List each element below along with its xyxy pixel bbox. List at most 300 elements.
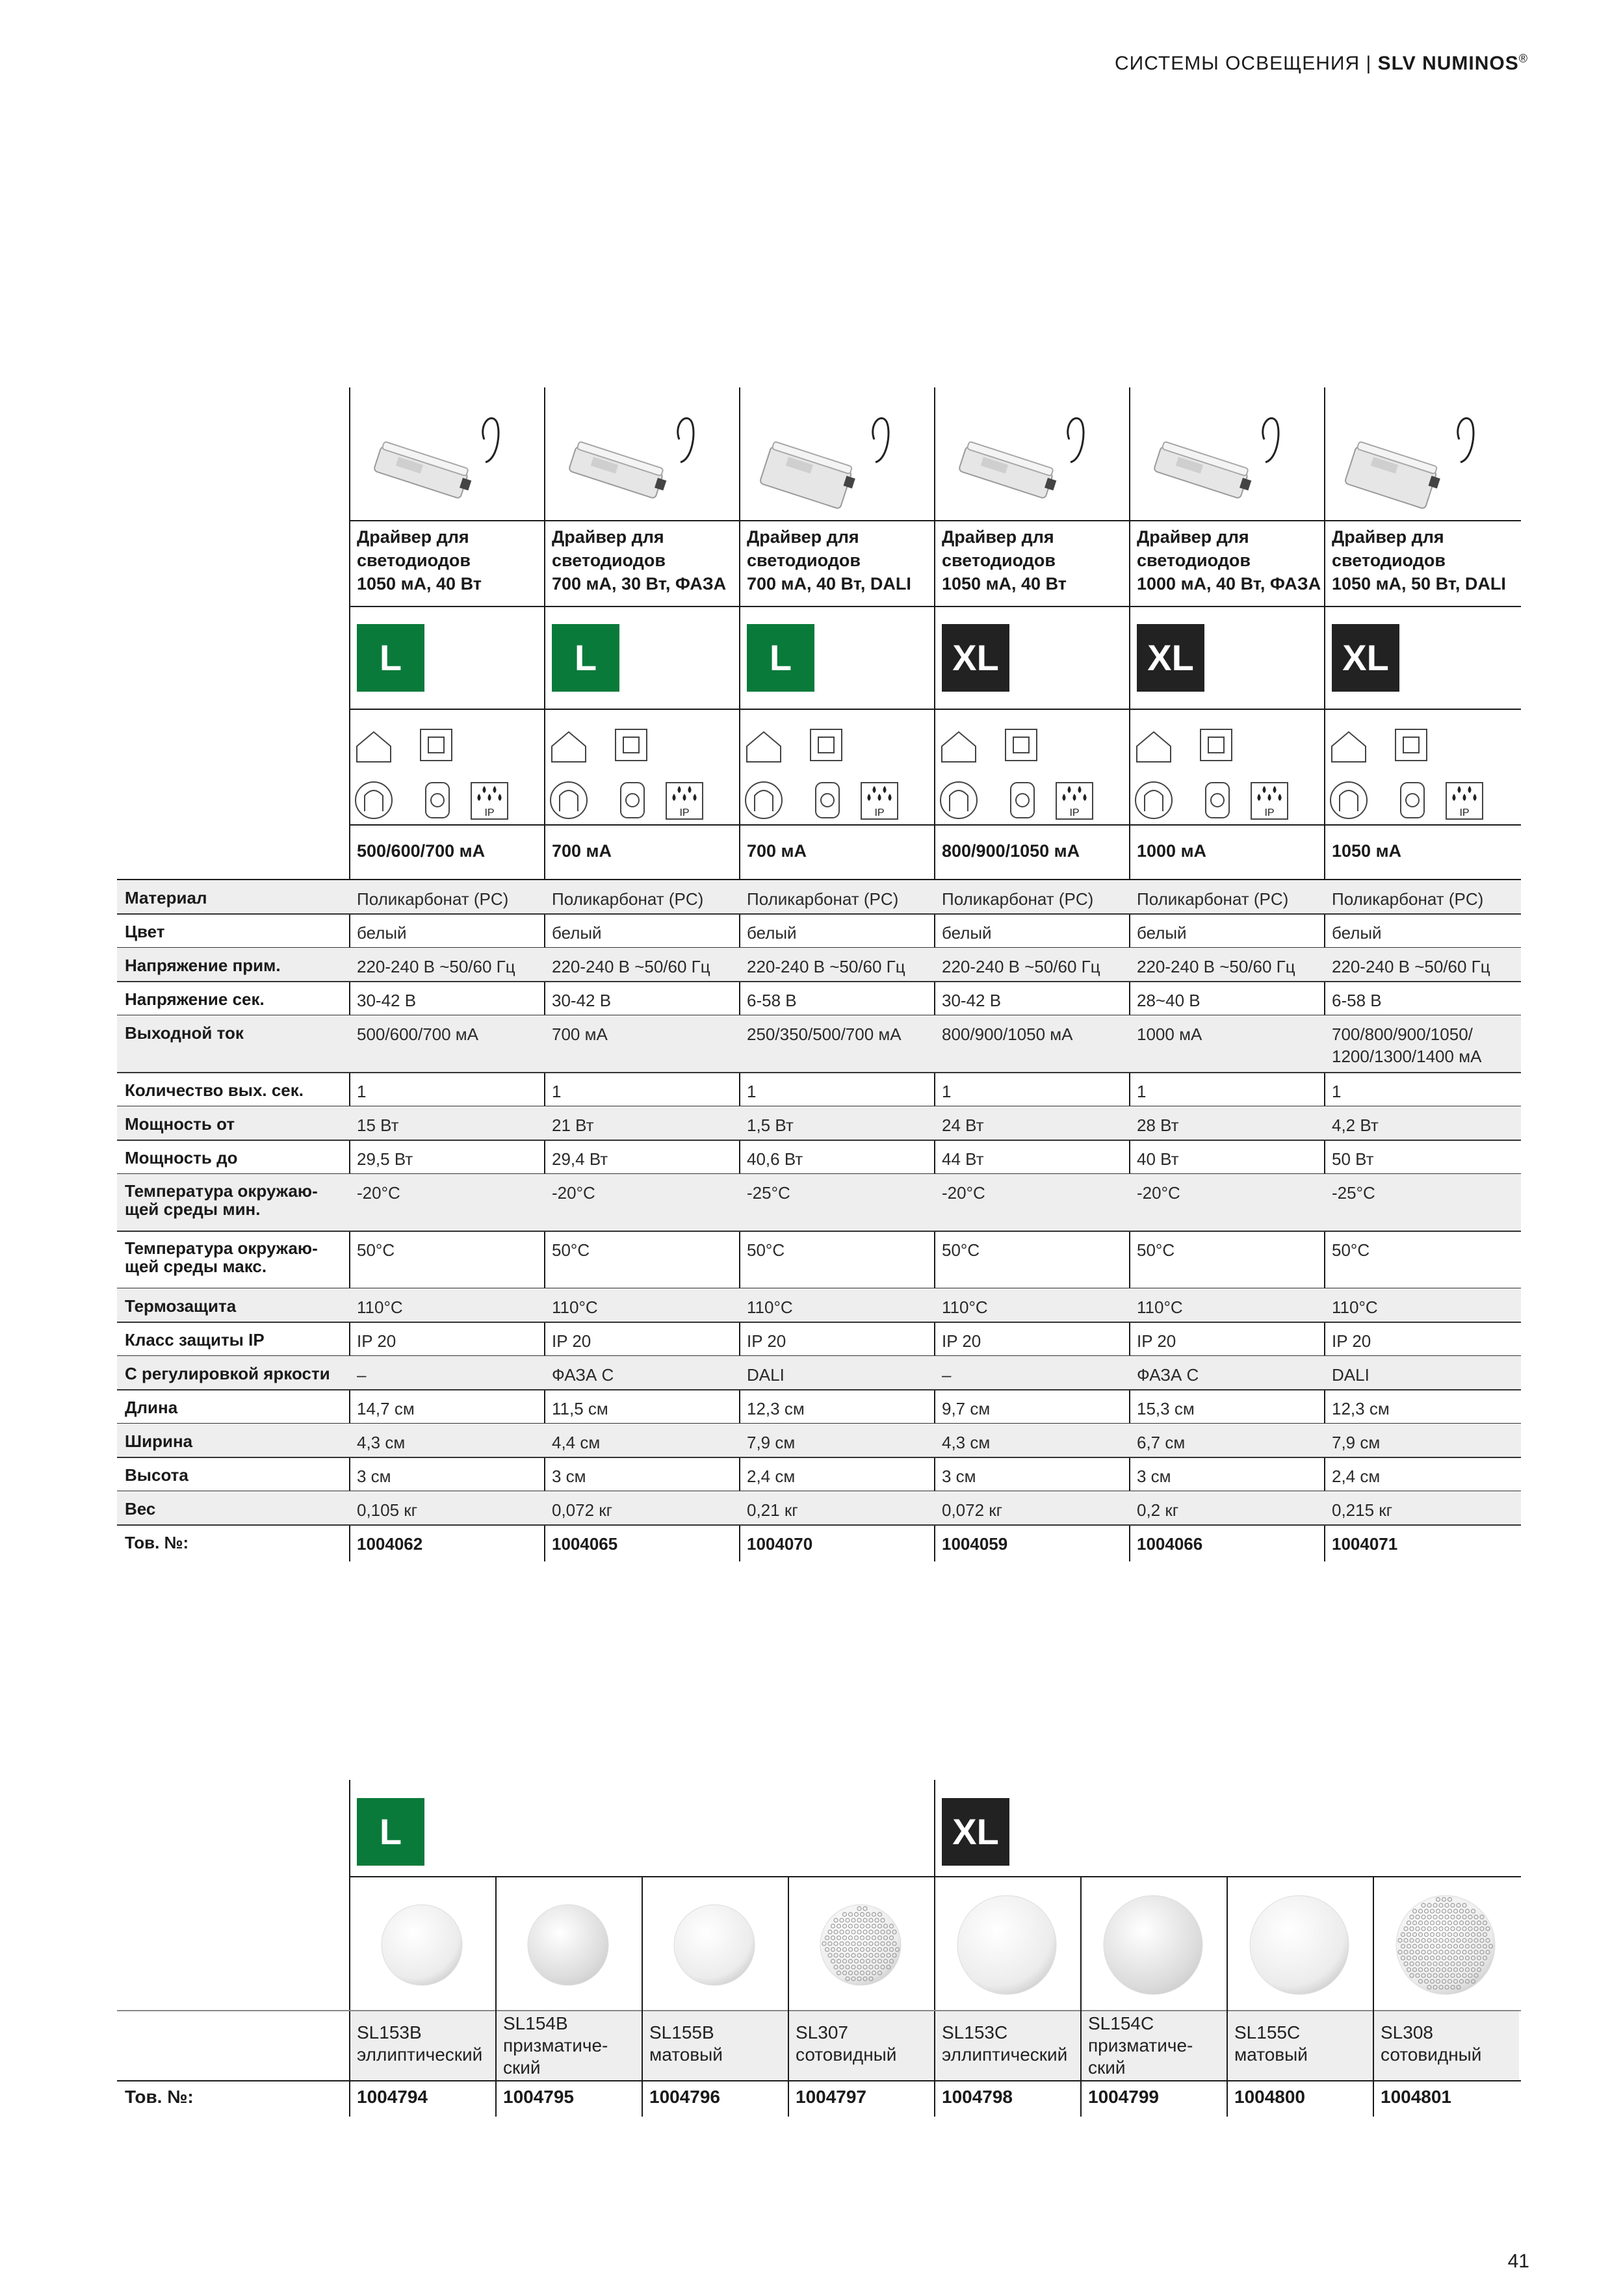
spec-value: 4,3 см — [942, 1433, 991, 1452]
insulation-icon — [426, 783, 449, 818]
spec-value: 9,7 см — [942, 1399, 991, 1418]
product-name-line: светодиодов — [747, 551, 861, 570]
lens-image — [1088, 1883, 1218, 2006]
size-badge: XL — [1137, 624, 1204, 692]
accessory-name — [1381, 2022, 1481, 2066]
item-divider — [495, 1876, 497, 2117]
spec-label — [125, 1023, 339, 1043]
product-current: 700 мА — [552, 841, 612, 861]
accessory-name-line: SL153B — [357, 2022, 422, 2042]
indoor-icon — [357, 732, 391, 762]
spec-label — [125, 1431, 339, 1451]
spec-value: 29,4 Вт — [552, 1149, 608, 1169]
driver-image — [947, 400, 1116, 511]
spec-value: белый — [747, 923, 797, 943]
header-divider — [349, 709, 1521, 710]
spec-row — [117, 1424, 1521, 1457]
spec-value: 30-42 В — [942, 991, 1002, 1010]
spec-value: 220-240 В ~50/60 Гц — [552, 957, 710, 976]
lens-disc — [957, 1896, 1056, 1994]
lens-disc — [1250, 1896, 1349, 1994]
accessory-name-line: SL155C — [1234, 2022, 1301, 2042]
product-name — [1332, 525, 1506, 595]
accessory-name-line: SL307 — [796, 2022, 848, 2042]
spec-label-line: щей среды мин. — [125, 1199, 261, 1219]
spec-label-line: Выходной ток — [125, 1023, 244, 1043]
product-name-line: светодиодов — [1137, 551, 1251, 570]
recessed-icon — [941, 782, 977, 818]
spec-label-line: Вес — [125, 1499, 156, 1519]
lens-image — [1234, 1883, 1364, 2006]
spec-label — [125, 956, 339, 975]
spec-value: 50°C — [747, 1240, 785, 1260]
driver-cable — [1263, 418, 1279, 462]
accessory-name-divider — [117, 2080, 1521, 2081]
spec-value: 4,3 см — [357, 1433, 406, 1452]
insulation-icon — [1206, 783, 1229, 818]
spec-label-line: щей среды макс. — [125, 1257, 267, 1276]
spec-label — [125, 1239, 339, 1275]
spec-value: IP 20 — [1137, 1331, 1176, 1351]
lens-image — [649, 1883, 779, 2006]
size-badge: XL — [942, 624, 1009, 692]
spec-value: 1 — [942, 1082, 952, 1101]
spec-value: 11,5 см — [552, 1399, 608, 1418]
spec-label — [125, 1148, 339, 1168]
product-name-line: 1050 мА, 50 Вт, DALI — [1332, 574, 1506, 594]
spec-value: 0,2 кг — [1137, 1500, 1179, 1520]
product-name — [552, 525, 726, 595]
indoor-icon — [1137, 732, 1171, 762]
product-name — [747, 525, 911, 595]
driver-image — [752, 400, 921, 511]
spec-row — [117, 948, 1521, 982]
accessory-name — [942, 2022, 1067, 2066]
driver-image — [362, 400, 531, 511]
spec-value: 1 — [357, 1082, 367, 1101]
lens-image — [503, 1883, 633, 2006]
lens-disc — [674, 1905, 755, 1985]
application-icons — [354, 720, 510, 824]
spec-value: 110°C — [1137, 1298, 1183, 1317]
accessory-name-line: SL154B — [503, 2013, 568, 2033]
accessory-item-number: 1004795 — [503, 2087, 575, 2107]
recessed-icon — [551, 782, 587, 818]
spec-value: белый — [1137, 923, 1187, 943]
product-name-line: Драйвер для — [1137, 527, 1249, 547]
product-name-line: 1050 мА, 40 Вт — [942, 574, 1067, 594]
spec-value: 220-240 В ~50/60 Гц — [942, 957, 1100, 976]
accessory-name-line: SL154C — [1088, 2013, 1154, 2033]
accessory-name — [1234, 2022, 1308, 2066]
accessory-item-number: 1004794 — [357, 2087, 428, 2107]
spec-value: 28 Вт — [1137, 1115, 1179, 1135]
spec-row — [117, 1231, 1521, 1288]
recessed-icon — [1136, 782, 1172, 818]
accessory-item-number: 1004796 — [649, 2087, 721, 2107]
accessory-name-line: эллиптический — [942, 2044, 1068, 2065]
spec-row — [117, 1140, 1521, 1174]
spec-label-line: Тов. №: — [125, 1533, 189, 1552]
spec-value: 1000 мА — [1137, 1024, 1202, 1044]
spec-value: 1 — [552, 1082, 562, 1101]
spec-value: IP 20 — [552, 1331, 591, 1351]
lens-disc — [1104, 1896, 1202, 1994]
application-icons — [1134, 720, 1290, 824]
accessory-name-line: SL153C — [942, 2022, 1008, 2042]
spec-row — [117, 1073, 1521, 1106]
spec-value: 15,3 см — [1137, 1399, 1195, 1418]
spec-value: 7,9 см — [747, 1433, 796, 1452]
accessory-name — [796, 2022, 896, 2066]
spec-value: 1 — [1137, 1082, 1147, 1101]
spec-value: 0,215 кг — [1332, 1500, 1393, 1520]
spec-label-line: Цвет — [125, 922, 165, 941]
accessory-name-line: матовый — [1234, 2044, 1308, 2065]
spec-value: белый — [942, 923, 992, 943]
spec-value: белый — [357, 923, 407, 943]
spec-label — [125, 1398, 339, 1417]
accessory-item-number: 1004801 — [1381, 2087, 1452, 2107]
product-current: 800/900/1050 мА — [942, 841, 1080, 861]
accessory-name-line: призматиче- — [503, 2035, 608, 2055]
spec-value: 1 — [1332, 1082, 1342, 1101]
application-icons — [744, 720, 900, 824]
spec-value: 30-42 В — [552, 991, 612, 1010]
product-name-line: 700 мА, 30 Вт, ФАЗА — [552, 574, 727, 594]
spec-value: Поликарбонат (PC) — [942, 889, 1094, 909]
accessory-name-line: SL155B — [649, 2022, 714, 2042]
spec-value: – — [357, 1365, 367, 1385]
driver-cable — [1458, 418, 1474, 462]
header-divider — [349, 606, 1521, 607]
accessory-name-line: SL308 — [1381, 2022, 1433, 2042]
spec-value: DALI — [1332, 1365, 1370, 1385]
ceiling-mount-icon — [811, 729, 842, 761]
header-brand: SLV NUMINOS — [1377, 53, 1519, 74]
spec-row — [117, 1491, 1521, 1525]
item-divider — [788, 1876, 789, 2117]
recessed-icon — [356, 782, 392, 818]
lens-image — [1381, 1883, 1511, 2006]
driver-image — [1142, 400, 1311, 511]
accessory-name-line: призматиче- — [1088, 2035, 1193, 2055]
spec-row — [117, 880, 1521, 914]
application-icons — [1329, 720, 1485, 824]
spec-row — [117, 1106, 1521, 1140]
spec-value: 6-58 В — [1332, 991, 1382, 1010]
accessory-item-number: 1004800 — [1234, 2087, 1306, 2107]
ceiling-mount-icon — [1201, 729, 1232, 761]
spec-value: ФАЗА C — [552, 1365, 614, 1385]
insulation-icon — [621, 783, 644, 818]
spec-label-line: Мощность до — [125, 1148, 238, 1168]
accessory-name-line: ский — [1088, 2057, 1126, 2078]
spec-value: 50 Вт — [1332, 1149, 1374, 1169]
spec-value: Поликарбонат (PC) — [1137, 889, 1289, 909]
spec-label — [125, 1296, 339, 1316]
spec-row — [117, 1288, 1521, 1322]
size-badge: L — [357, 624, 424, 692]
spec-value: 1004070 — [747, 1534, 813, 1554]
spec-label — [125, 922, 339, 941]
spec-label — [125, 1080, 339, 1100]
spec-row — [117, 982, 1521, 1015]
lens-disc — [528, 1905, 608, 1985]
product-name-line: Драйвер для — [1332, 527, 1444, 547]
spec-label-line: Ширина — [125, 1431, 193, 1451]
product-current: 1050 мА — [1332, 841, 1402, 861]
spec-value: 110°C — [942, 1298, 988, 1317]
spec-row — [117, 1322, 1521, 1356]
spec-value: Поликарбонат (PC) — [747, 889, 899, 909]
spec-label-line: Высота — [125, 1465, 188, 1485]
driver-image — [1337, 400, 1506, 511]
spec-row — [117, 1015, 1521, 1073]
spec-value: 2,4 см — [1332, 1467, 1381, 1486]
spec-value: 50°C — [357, 1240, 395, 1260]
spec-value: 12,3 см — [747, 1399, 805, 1418]
spec-value: 6-58 В — [747, 991, 797, 1010]
spec-value: 40,6 Вт — [747, 1149, 803, 1169]
spec-value: 220-240 В ~50/60 Гц — [1137, 957, 1295, 976]
spec-value: 2,4 см — [747, 1467, 796, 1486]
spec-value: 4,2 Вт — [1332, 1115, 1379, 1135]
spec-value: 30-42 В — [357, 991, 417, 1010]
spec-value: 7,9 см — [1332, 1433, 1381, 1452]
spec-value: 50°C — [1332, 1240, 1370, 1260]
spec-value: 700/800/900/1050/ 1200/1300/1400 мА — [1332, 1024, 1482, 1066]
spec-value: 28~40 В — [1137, 991, 1201, 1010]
insulation-icon — [1011, 783, 1034, 818]
spec-label — [125, 1182, 339, 1218]
indoor-icon — [1332, 732, 1366, 762]
indoor-icon — [552, 732, 586, 762]
spec-value: 12,3 см — [1332, 1399, 1390, 1418]
spec-value: -20°C — [1137, 1183, 1180, 1203]
driver-image — [557, 400, 726, 511]
spec-value: 50°C — [942, 1240, 980, 1260]
spec-label-line: Материал — [125, 888, 207, 907]
spec-label-line: Количество вых. сек. — [125, 1080, 304, 1100]
spec-value: 800/900/1050 мА — [942, 1024, 1073, 1044]
accessory-name-line: сотовидный — [796, 2044, 897, 2065]
spec-value: ФАЗА C — [1137, 1365, 1199, 1385]
spec-value: 3 см — [1137, 1467, 1171, 1486]
spec-value: -25°C — [747, 1183, 790, 1203]
spec-value: -20°C — [942, 1183, 985, 1203]
page-number: 41 — [1507, 2250, 1529, 2272]
spec-row — [117, 1525, 1521, 1559]
spec-value: 110°C — [747, 1298, 793, 1317]
spec-value: IP 20 — [747, 1331, 786, 1351]
spec-row — [117, 1356, 1521, 1390]
spec-label-line: Мощность от — [125, 1114, 235, 1134]
accessory-name-line: сотовидный — [1381, 2044, 1482, 2065]
accessory-size-badge: L — [357, 1798, 424, 1866]
spec-value: 1004059 — [942, 1534, 1008, 1554]
item-divider — [1227, 1876, 1228, 2117]
spec-label-line: Класс защиты IP — [125, 1330, 265, 1350]
size-badge: L — [552, 624, 619, 692]
spec-label — [125, 1364, 339, 1383]
recessed-icon — [1331, 782, 1367, 818]
spec-label-line: Термозащита — [125, 1296, 237, 1316]
ip-icon-label: IP — [1459, 807, 1470, 818]
item-divider — [1373, 1876, 1374, 2117]
spec-value: 110°C — [552, 1298, 598, 1317]
spec-label — [125, 1499, 339, 1519]
spec-value: 0,105 кг — [357, 1500, 418, 1520]
driver-cable — [1068, 418, 1084, 462]
page-header — [1115, 52, 1528, 75]
product-current: 500/600/700 мА — [357, 841, 486, 861]
spec-row — [117, 1390, 1521, 1424]
spec-value: -20°C — [552, 1183, 595, 1203]
product-name-line: 1000 мА, 40 Вт, ФАЗА — [1137, 574, 1321, 594]
accessory-item-number: 1004797 — [796, 2087, 867, 2107]
spec-value: 0,21 кг — [747, 1500, 798, 1520]
spec-value: 24 Вт — [942, 1115, 984, 1135]
spec-value: 1004062 — [357, 1534, 423, 1554]
ceiling-mount-icon — [1006, 729, 1037, 761]
accessory-name — [1088, 2013, 1193, 2079]
spec-value: 21 Вт — [552, 1115, 594, 1135]
ip-icon-label: IP — [484, 807, 495, 818]
lens-disc — [382, 1905, 462, 1985]
ip-icon-label: IP — [679, 807, 690, 818]
product-name-line: светодиодов — [1332, 551, 1446, 570]
accessory-name-line: эллиптический — [357, 2044, 483, 2065]
insulation-icon — [816, 783, 839, 818]
spec-row — [117, 1457, 1521, 1491]
spec-value: 3 см — [942, 1467, 976, 1486]
ip-icon-label: IP — [1264, 807, 1275, 818]
product-name — [1137, 525, 1321, 595]
spec-value: 1004071 — [1332, 1534, 1398, 1554]
spec-value: 1 — [747, 1082, 757, 1101]
header-divider — [349, 824, 1521, 826]
driver-cable — [483, 418, 499, 462]
spec-label — [125, 888, 339, 907]
accessory-item-number: 1004799 — [1088, 2087, 1160, 2107]
spec-value: белый — [552, 923, 602, 943]
product-name-line: Драйвер для — [747, 527, 859, 547]
accessory-name-line: матовый — [649, 2044, 723, 2065]
spec-value: 50°C — [1137, 1240, 1175, 1260]
item-divider — [1080, 1876, 1082, 2117]
accessory-name-line: ский — [503, 2057, 541, 2078]
spec-label — [125, 989, 339, 1009]
driver-cable — [678, 418, 694, 462]
size-badge: XL — [1332, 624, 1399, 692]
spec-value: 6,7 см — [1137, 1433, 1186, 1452]
spec-value: 4,4 см — [552, 1433, 601, 1452]
spec-value: 50°C — [552, 1240, 590, 1260]
accessory-name — [357, 2022, 482, 2066]
ceiling-mount-icon — [616, 729, 647, 761]
spec-value: 3 см — [552, 1467, 586, 1486]
spec-row — [117, 914, 1521, 948]
spec-value: 3 см — [357, 1467, 391, 1486]
spec-value: 29,5 Вт — [357, 1149, 413, 1169]
product-current: 700 мА — [747, 841, 807, 861]
spec-label-line: Напряжение сек. — [125, 989, 265, 1009]
spec-value: 110°C — [357, 1298, 403, 1317]
spec-value: 15 Вт — [357, 1115, 399, 1135]
ceiling-mount-icon — [1396, 729, 1427, 761]
product-name-line: 1050 мА, 40 Вт — [357, 574, 482, 594]
spec-value: IP 20 — [942, 1331, 981, 1351]
product-name — [942, 525, 1067, 595]
spec-value: Поликарбонат (PC) — [357, 889, 509, 909]
product-name-line: светодиодов — [552, 551, 666, 570]
product-name-line: светодиодов — [942, 551, 1056, 570]
spec-value: Поликарбонат (PC) — [552, 889, 704, 909]
accessory-name — [649, 2022, 723, 2066]
spec-value: – — [942, 1365, 952, 1385]
product-name-line: Драйвер для — [942, 527, 1054, 547]
driver-cable — [873, 418, 889, 462]
product-name — [357, 525, 482, 595]
spec-value: IP 20 — [357, 1331, 396, 1351]
spec-value: 14,7 см — [357, 1399, 415, 1418]
spec-label-line: Температура окружаю- — [125, 1238, 318, 1258]
product-name-line: светодиодов — [357, 551, 471, 570]
spec-value: 1004065 — [552, 1534, 618, 1554]
header-section: СИСТЕМЫ ОСВЕЩЕНИЯ | — [1114, 53, 1378, 74]
accessory-item-label: Тов. №: — [125, 2087, 194, 2107]
product-current: 1000 мА — [1137, 841, 1207, 861]
ip-icon-label: IP — [1069, 807, 1080, 818]
accessory-item-number: 1004798 — [942, 2087, 1013, 2107]
spec-label — [125, 1533, 339, 1552]
spec-value: 1,5 Вт — [747, 1115, 794, 1135]
application-icons — [939, 720, 1095, 824]
accessory-header-divider — [349, 1876, 1521, 1877]
spec-value: IP 20 — [1332, 1331, 1371, 1351]
spec-value: 0,072 кг — [552, 1500, 613, 1520]
spec-value: DALI — [747, 1365, 785, 1385]
indoor-icon — [942, 732, 976, 762]
size-badge: L — [747, 624, 814, 692]
spec-value: белый — [1332, 923, 1382, 943]
registered-mark: ® — [1518, 52, 1528, 65]
recessed-icon — [746, 782, 782, 818]
accessory-size-badge: XL — [942, 1798, 1009, 1866]
lens-image — [796, 1883, 926, 2006]
item-divider — [642, 1876, 643, 2117]
lens-image — [942, 1883, 1072, 2006]
spec-value: 700 мА — [552, 1024, 608, 1044]
product-name-line: 700 мА, 40 Вт, DALI — [747, 574, 911, 594]
spec-value: 220-240 В ~50/60 Гц — [747, 957, 905, 976]
spec-value: 0,072 кг — [942, 1500, 1003, 1520]
spec-value: 1004066 — [1137, 1534, 1203, 1554]
spec-value: 110°C — [1332, 1298, 1378, 1317]
spec-value: 44 Вт — [942, 1149, 984, 1169]
spec-label-line: Напряжение прим. — [125, 956, 281, 975]
spec-value: -20°C — [357, 1183, 400, 1203]
spec-value: 220-240 В ~50/60 Гц — [1332, 957, 1490, 976]
indoor-icon — [747, 732, 781, 762]
spec-label — [125, 1330, 339, 1350]
spec-value: 40 Вт — [1137, 1149, 1179, 1169]
insulation-icon — [1401, 783, 1424, 818]
product-name-line: Драйвер для — [552, 527, 664, 547]
ip-icon-label: IP — [874, 807, 885, 818]
ceiling-mount-icon — [421, 729, 452, 761]
